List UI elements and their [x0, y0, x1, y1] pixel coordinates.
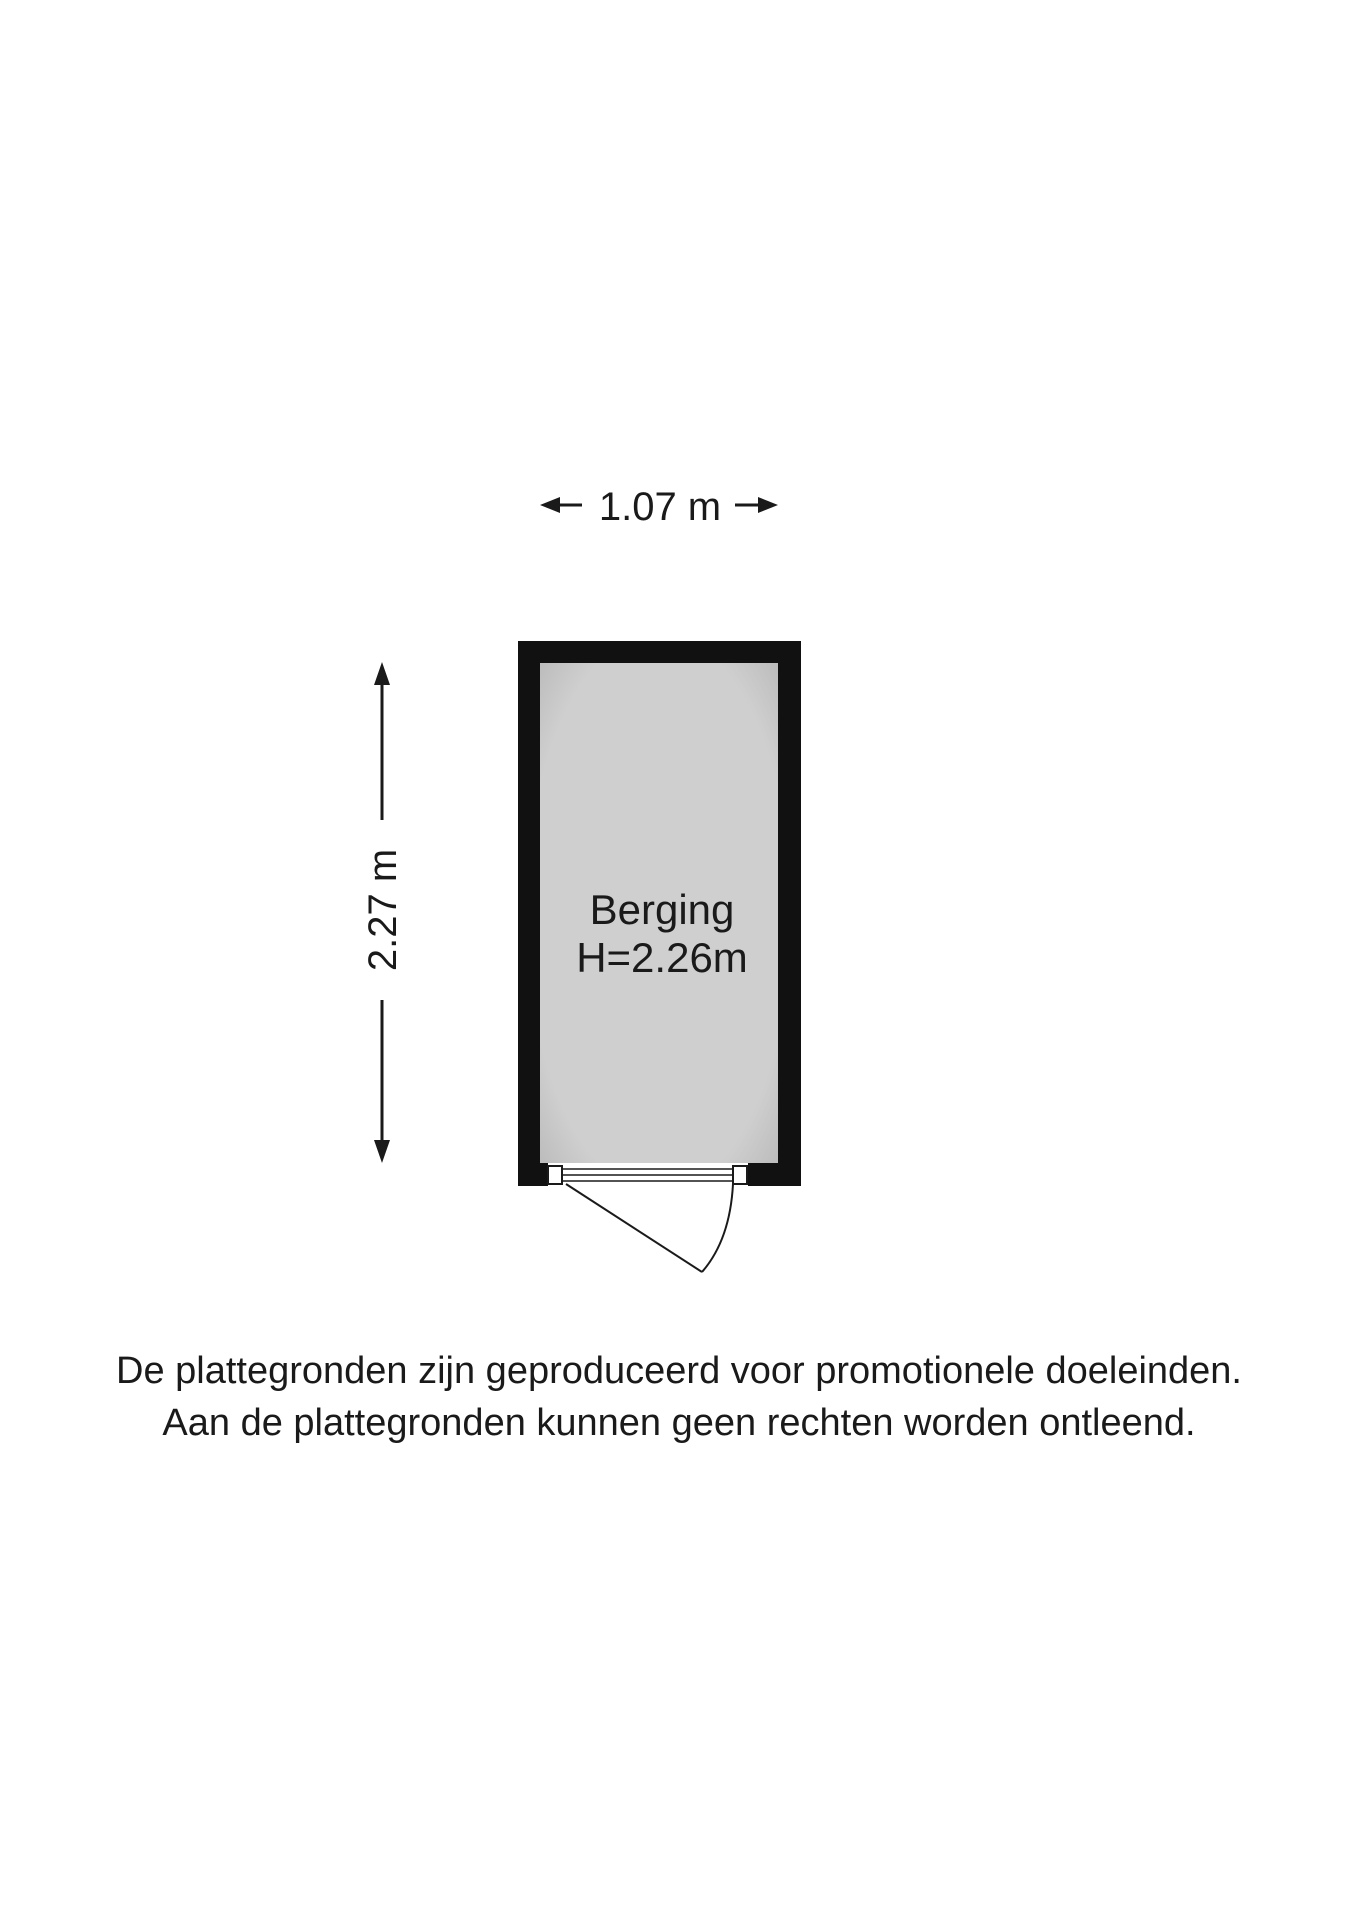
- door-leaf: [566, 1184, 702, 1272]
- length-dimension-label: 2.27 m: [361, 848, 405, 972]
- disclaimer-line-2: Aan de plattegronden kunnen geen rechten worden ontleend.: [162, 1402, 1196, 1444]
- length-arrow-top: [374, 662, 390, 685]
- length-arrow-bottom: [374, 1140, 390, 1163]
- length-dimension: [361, 662, 405, 1163]
- door-jamb-left: [548, 1166, 562, 1184]
- door-swing-arc: [702, 1184, 733, 1272]
- disclaimer: [0, 1345, 1358, 1449]
- width-arrow-right: [758, 497, 778, 513]
- room-berging: [518, 641, 801, 1272]
- door-jamb-right: [733, 1166, 747, 1184]
- room-name-label: Berging: [589, 886, 735, 933]
- width-dimension: [540, 485, 778, 529]
- width-dimension-label: 1.07 m: [598, 485, 722, 529]
- width-arrow-left: [540, 497, 560, 513]
- disclaimer-line-1: De plattegronden zijn geproduceerd voor promotionele doeleinden.: [116, 1350, 1242, 1392]
- room-height-label: H=2.26m: [576, 934, 748, 981]
